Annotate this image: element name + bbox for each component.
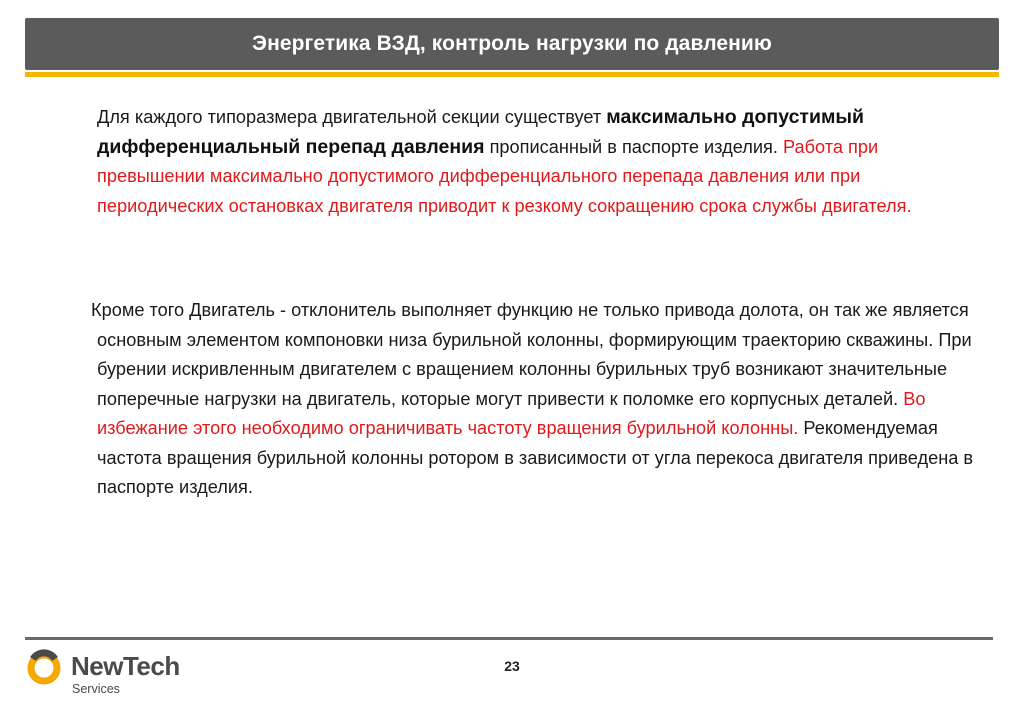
title-bar (25, 18, 999, 70)
paragraph-pressure-limit (97, 103, 987, 221)
footer-divider (25, 637, 993, 640)
logo-subtitle: Services (72, 682, 120, 696)
title-accent-line (25, 72, 999, 77)
paragraph1-text-a: Для каждого типоразмера двигательной секции существует (97, 107, 607, 127)
page-number: 23 (504, 658, 520, 674)
newtech-ring-icon (25, 647, 69, 691)
paragraph1-bold-text: максимально допустимый дифференциальный перепад давления (97, 106, 865, 158)
newtech-logo (25, 647, 185, 702)
paragraph2-red-warning: Во избежание этого необходимо ограничивать частоту вращения бурильной колонны. (97, 388, 926, 438)
paragraph1-text-b: прописанный в паспорте изделия. (484, 136, 783, 157)
paragraph1-red-warning: Работа при превышении максимально допустимого дифференциального перепада давления или при периодических остановках двигателя приводит к резкому сокращению срока службы двигателя. (97, 136, 912, 216)
logo-name: NewTech (71, 651, 180, 681)
paragraph2-text-a: Кроме того Двигатель - отклонитель выполняет функцию не только привода долота, он так же является основным элементом компоновки низа бурильной колонны, формирующим траекторию скважины. При бурении искривленным двигателем с вращением колонны бурильных труб возникают значительные поперечные нагрузки на двигатель, которые могут привести к поломке его корпусных деталей. (91, 300, 972, 409)
slide-title: Энергетика ВЗД, контроль нагрузки по давлению (252, 32, 772, 55)
paragraph-motor-deflector (91, 296, 987, 503)
paragraph2-text-b: Рекомендуемая частота вращения бурильной колонны ротором в зависимости от угла перекоса двигателя приведена в паспорте изделия. (97, 418, 974, 497)
